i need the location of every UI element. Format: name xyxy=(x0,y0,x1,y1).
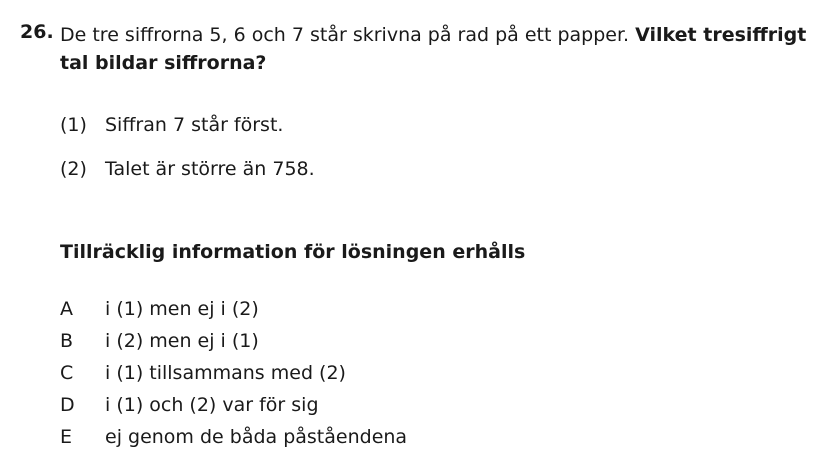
question-intro: De tre siffrorna 5, 6 och 7 står skrivna på rad på ett papper. xyxy=(60,24,636,46)
statement-2 xyxy=(60,157,315,181)
option-a-text: i (1) men ej i (2) xyxy=(105,298,259,320)
option-a[interactable] xyxy=(60,296,407,328)
question-text xyxy=(60,21,810,77)
statement-2-text: Talet är större än 758. xyxy=(105,158,315,180)
statement-2-number: (2) xyxy=(60,158,87,180)
statement-1 xyxy=(60,113,283,137)
option-c-text: i (1) tillsammans med (2) xyxy=(105,362,346,384)
option-e-letter: E xyxy=(60,426,73,448)
option-e-text: ej genom de båda påståendena xyxy=(105,426,408,448)
option-b[interactable] xyxy=(60,328,407,360)
option-e[interactable] xyxy=(60,424,407,456)
option-b-text: i (2) men ej i (1) xyxy=(105,330,259,352)
question-number: 26. xyxy=(20,21,54,43)
question-prompt: Vilket tresiffrigt tal bildar siffrorna? xyxy=(60,24,807,74)
option-d[interactable] xyxy=(60,392,407,424)
option-a-letter: A xyxy=(60,298,73,320)
answer-options xyxy=(60,296,407,456)
sufficiency-heading: Tillräcklig information för lösningen erhålls xyxy=(60,241,526,263)
statement-1-text: Siffran 7 står först. xyxy=(105,114,284,136)
option-d-text: i (1) och (2) var för sig xyxy=(105,394,319,416)
option-d-letter: D xyxy=(60,394,75,416)
option-c-letter: C xyxy=(60,362,74,384)
option-c[interactable] xyxy=(60,360,407,392)
option-b-letter: B xyxy=(60,330,74,352)
statement-1-number: (1) xyxy=(60,114,87,136)
